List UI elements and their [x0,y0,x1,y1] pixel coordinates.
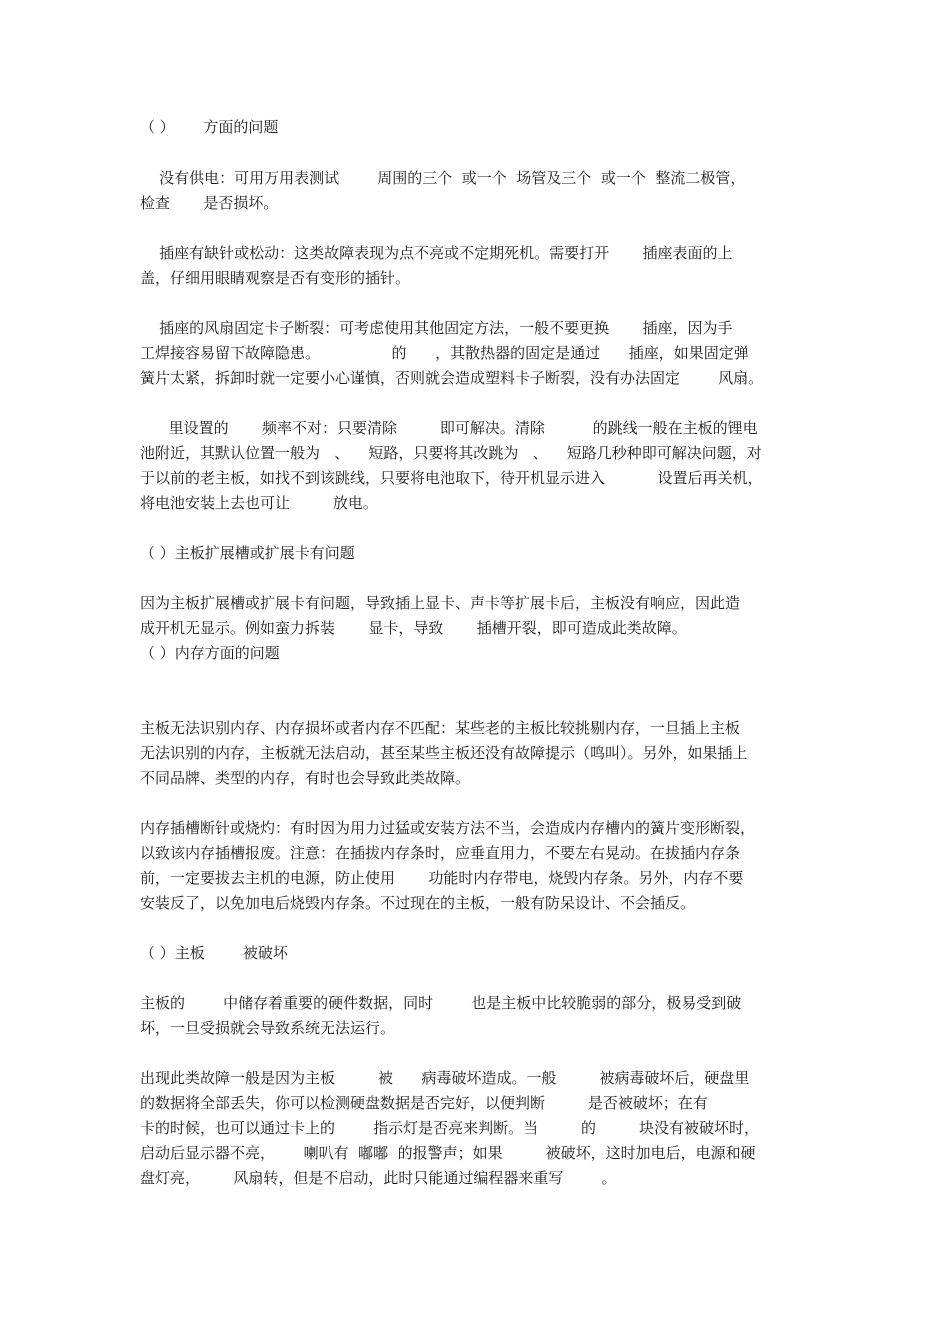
paragraph-line: 内存插槽断针或烧灼：有时因为用力过猛或安装方法不当，会造成内存槽内的簧片变形断裂， [140,819,756,837]
paragraph-line: 池附近，其默认位置一般为 、 短路，只要将其改跳为 、 短路几秒种即可解决问题，对 [140,444,762,462]
paragraph-line: 盘灯亮， 风扇转，但是不启动，此时只能通过编程器来重写 。 [140,1169,617,1187]
paragraph-line: 坏，一旦受损就会导致系统无法运行。 [140,1019,396,1037]
heading-section-2: （ ）主板扩展槽或扩展卡有问题 [140,544,355,562]
paragraph-line: 主板无法识别内存、内存损坏或者内存不匹配：某些老的主板比较挑剔内存，一旦插上主板 [140,719,741,737]
paragraph-line: 不同品牌、类型的内存，有时也会导致此类故障。 [140,769,471,787]
paragraph-line: 启动后显示器不亮， 喇叭有 嘟嘟 的报警声；如果 被破坏，这时加电后，电源和硬 [140,1144,756,1162]
paragraph-line: 检查 是否损坏。 [140,194,279,212]
heading-section-3: （ ）内存方面的问题 [140,644,280,662]
heading-section-4: （ ）主板 被破坏 [140,944,288,962]
paragraph-line: 主板的 中储存着重要的硬件数据，同时 也是主板中比较脆弱的部分，极易受到破 [140,994,742,1012]
paragraph-line: 无法识别的内存，主板就无法启动，甚至某些主板还没有故障提示（鸣叫）。另外，如果插上 [140,744,748,762]
paragraph-line: 插座有缺针或松动：这类故障表现为点不亮或不定期死机。需要打开 插座表面的上 [140,244,733,262]
paragraph-line: 将电池安装上去也可让 放电。 [140,494,378,512]
heading-section-1: （ ） 方面的问题 [140,118,279,136]
paragraph-line: 以致该内存插槽报废。注意：在插拔内存条时，应垂直用力，不要左右晃动。在拔插内存条 [140,844,741,862]
paragraph-line: 插座的风扇固定卡子断裂：可考虑使用其他固定方法，一般不要更换 插座，因为手 [140,319,733,337]
paragraph-line: 里设置的 频率不对：只要清除 即可解决。清除 的跳线一般在主板的锂电 [140,419,758,437]
paragraph-line: 成开机无显示。例如蛮力拆装 显卡，导致 插槽开裂，即可造成此类故障。 [140,619,687,637]
paragraph-line: 前，一定要拔去主机的电源，防止使用 功能时内存带电，烧毁内存条。另外，内存不要 [140,869,744,887]
paragraph-line: 没有供电：可用万用表测试 周围的三个 或一个 场管及三个 或一个 整流二极管， [140,169,746,187]
paragraph-line: 的数据将全部丢失，你可以检测硬盘数据是否完好，以便判断 是否被破坏；在有 [140,1094,708,1112]
paragraph-line: 工焊接容易留下故障隐患。 的 ，其散热器的固定是通过 插座，如果固定弹 [140,344,749,362]
paragraph-line: 盖，仔细用眼睛观察是否有变形的插针。 [140,269,411,287]
paragraph-line: 安装反了，以免加电后烧毁内存条。不过现在的主板，一般有防呆设计、不会插反。 [140,894,696,912]
paragraph-line: 出现此类故障一般是因为主板 被 病毒破坏造成。一般 被病毒破坏后，硬盘里 [140,1069,750,1087]
paragraph-line: 因为主板扩展槽或扩展卡有问题，导致插上显卡、声卡等扩展卡后，主板没有响应，因此造 [140,594,741,612]
paragraph-line: 卡的时候，也可以通过卡上的 指示灯是否亮来判断。当 的 块没有被破坏时， [140,1119,759,1137]
paragraph-line: 于以前的老主板，如找不到该跳线，只要将电池取下，待开机显示进入 设置后再关机， [140,469,763,487]
paragraph-line: 簧片太紧，拆卸时就一定要小心谨慎，否则就会造成塑料卡子断裂，没有办法固定 风扇。 [140,369,764,387]
